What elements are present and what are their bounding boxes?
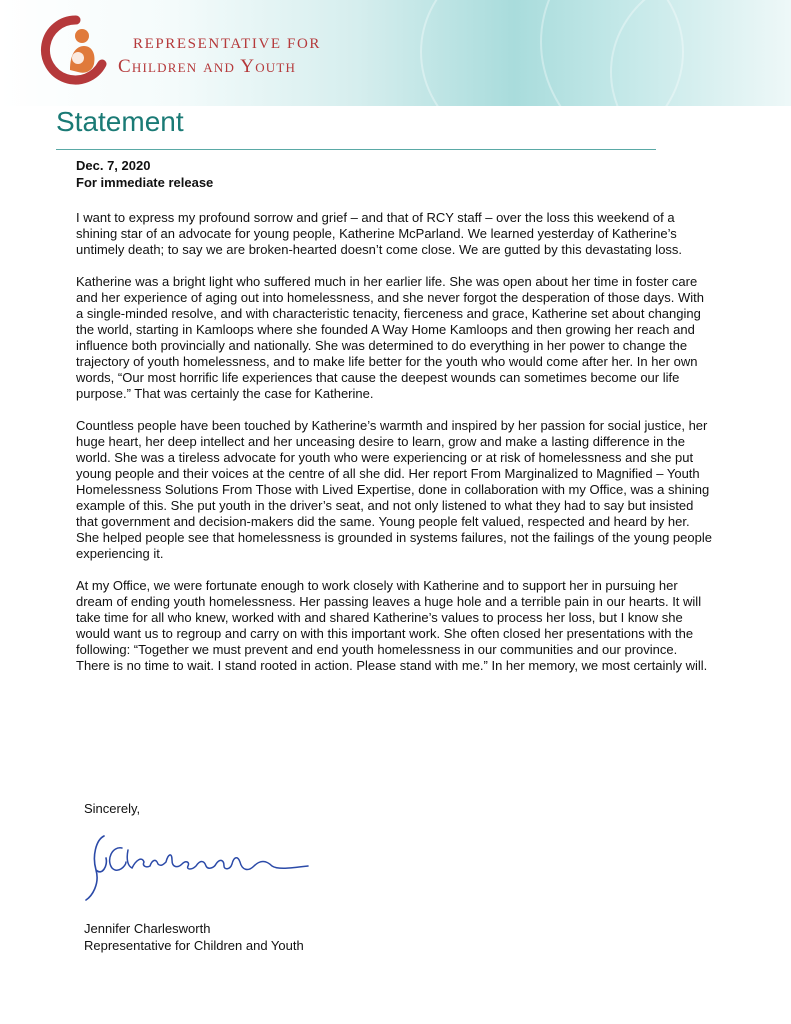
signatory-title: Representative for Children and Youth [84,938,304,953]
banner-swirl [610,0,791,106]
body-paragraph: At my Office, we were fortunate enough to work closely with Katherine and to support her in pursuing her dream of ending youth homelessness. Her passing leaves a huge hole and a terrible pain in our hearts. It will take time for all who knew, worked with and shared Katherine’s values to process her loss, but I know she would want us to regroup and carry on with this important work. She often closed her presentations with the following: “Together we must prevent and end youth homelessness in our communities and our province. There is no time to wait. I stand rooted in action. Please stand with me.” In her memory, we most certainly will. [76,578,708,673]
body-paragraph: Katherine was a bright light who suffered much in her earlier life. She was open about her time in foster care and her experience of aging out into homelessness, and she never forgot the desperation of those days. With a single-minded resolve, and with characteristic tenacity, fierceness and grace, Katherine set about changing the world, starting in Kamloops where she founded A Way Home Kamloops and then growing her reach and influence both provincially and nationally. She was determined to do everything in her power to change the trajectory of youth homelessness, and to make life better for the youth who would come after her. In her own words, “Our most horrific life experiences that cause the deepest wounds can sometimes become our life purpose.” That was certainly the case for Katherine. [76,274,705,401]
title-divider [56,149,656,150]
body-paragraph: I want to express my profound sorrow and grief – and that of RCY staff – over the loss this weekend of a shining star of an advocate for young people, Katherine McParland. We learned yesterday of Katherine’s untimely death; to say we are broken-hearted doesn’t come close. We are gutted by this devastating loss. [76,210,683,257]
signatory-name: Jennifer Charlesworth [84,921,211,936]
statement-date: Dec. 7, 2020 [76,158,151,173]
rcy-logo-icon [40,14,112,86]
header-banner [0,0,791,106]
release-notice: For immediate release [76,175,214,190]
org-name-line1: REPRESENTATIVE FOR [133,36,322,52]
handwritten-signature [82,826,322,906]
statement-body [76,210,712,690]
body-paragraph: Countless people have been touched by Katherine’s warmth and inspired by her passion for social justice, her huge heart, her deep intellect and her unceasing desire to learn, grow and make a lasting difference in the world. She was a tireless advocate for youth who were experiencing or at risk of homelessness and she put young people and their voices at the centre of all she did. Her report From Marginalized to Magnified – Youth Homelessness Solutions From Those with Lived Expertise, done in collaboration with my Office, was a shining example of this. She put youth in the driver’s seat, and not only listened to what they had to say but insisted that government and decision-makers did the same. Young people felt valued, respected and heard by her. She helped people see that homelessness is grounded in systems failures, not the failings of the young people experiencing it. [76,418,712,561]
org-name-line2: Children and Youth [118,56,297,77]
page-title: Statement [56,106,184,137]
closing-salutation: Sincerely, [84,801,141,816]
